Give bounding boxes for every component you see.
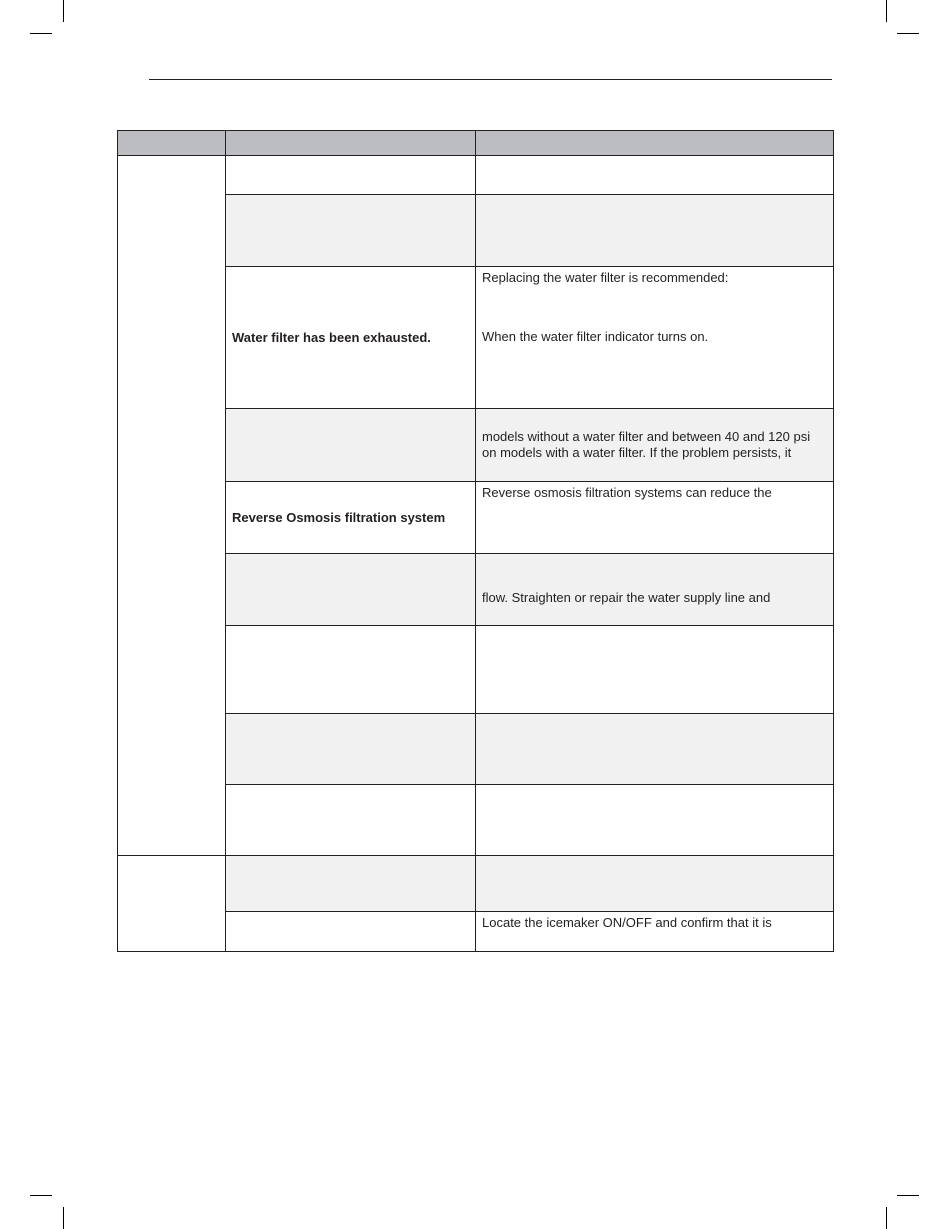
solution-line: When the water filter indicator turns on. — [482, 329, 709, 344]
solution-cell — [476, 554, 834, 626]
header-cause — [226, 131, 476, 156]
table-header-row — [118, 131, 834, 156]
solution-cell — [476, 156, 834, 195]
table-row — [118, 156, 834, 195]
solution-cell — [476, 482, 834, 554]
solution-line: Locate the icemaker ON/OFF and confirm that it is — [482, 915, 772, 930]
solution-cell — [476, 785, 834, 856]
table-row — [118, 195, 834, 267]
crop-mark — [897, 1195, 919, 1196]
crop-mark — [886, 0, 887, 22]
problem-cell — [118, 856, 226, 952]
table-row — [118, 785, 834, 856]
solution-cell — [476, 626, 834, 714]
table-row — [118, 714, 834, 785]
table-row — [118, 482, 834, 554]
solution-line: models without a water filter and between 40 and 120 psi — [482, 429, 811, 444]
cause-cell — [226, 195, 476, 267]
crop-mark — [886, 1207, 887, 1229]
table-row — [118, 856, 834, 912]
cause-text: Water filter has been exhausted. — [232, 329, 431, 345]
solution-line: on models with a water filter. If the problem persists, it — [482, 445, 792, 460]
table-row — [118, 554, 834, 626]
solution-cell — [476, 409, 834, 482]
cause-cell — [226, 267, 476, 409]
cause-cell — [226, 856, 476, 912]
crop-mark — [63, 0, 64, 22]
solution-line: Reverse osmosis filtration systems can reduce the — [482, 485, 772, 500]
solution-line: flow. Straighten or repair the water supply line and — [482, 590, 771, 605]
cause-cell — [226, 785, 476, 856]
cause-cell — [226, 554, 476, 626]
header-rule — [149, 79, 832, 80]
cause-cell — [226, 482, 476, 554]
header-solution — [476, 131, 834, 156]
crop-mark — [897, 33, 919, 34]
crop-mark — [30, 33, 52, 34]
solution-cell — [476, 856, 834, 912]
problem-cell — [118, 156, 226, 856]
crop-mark — [63, 1207, 64, 1229]
crop-mark — [30, 1195, 52, 1196]
header-problem — [118, 131, 226, 156]
cause-cell — [226, 714, 476, 785]
cause-cell — [226, 409, 476, 482]
table-row — [118, 626, 834, 714]
table-row — [118, 409, 834, 482]
solution-line: Replacing the water filter is recommended: — [482, 270, 729, 285]
solution-cell — [476, 912, 834, 952]
table-row — [118, 267, 834, 409]
solution-cell — [476, 195, 834, 267]
cause-cell — [226, 156, 476, 195]
cause-text: Reverse Osmosis filtration system — [232, 509, 446, 525]
table-row — [118, 912, 834, 952]
solution-cell — [476, 267, 834, 409]
solution-cell — [476, 714, 834, 785]
troubleshooting-table — [117, 130, 834, 952]
cause-cell — [226, 912, 476, 952]
cause-cell — [226, 626, 476, 714]
